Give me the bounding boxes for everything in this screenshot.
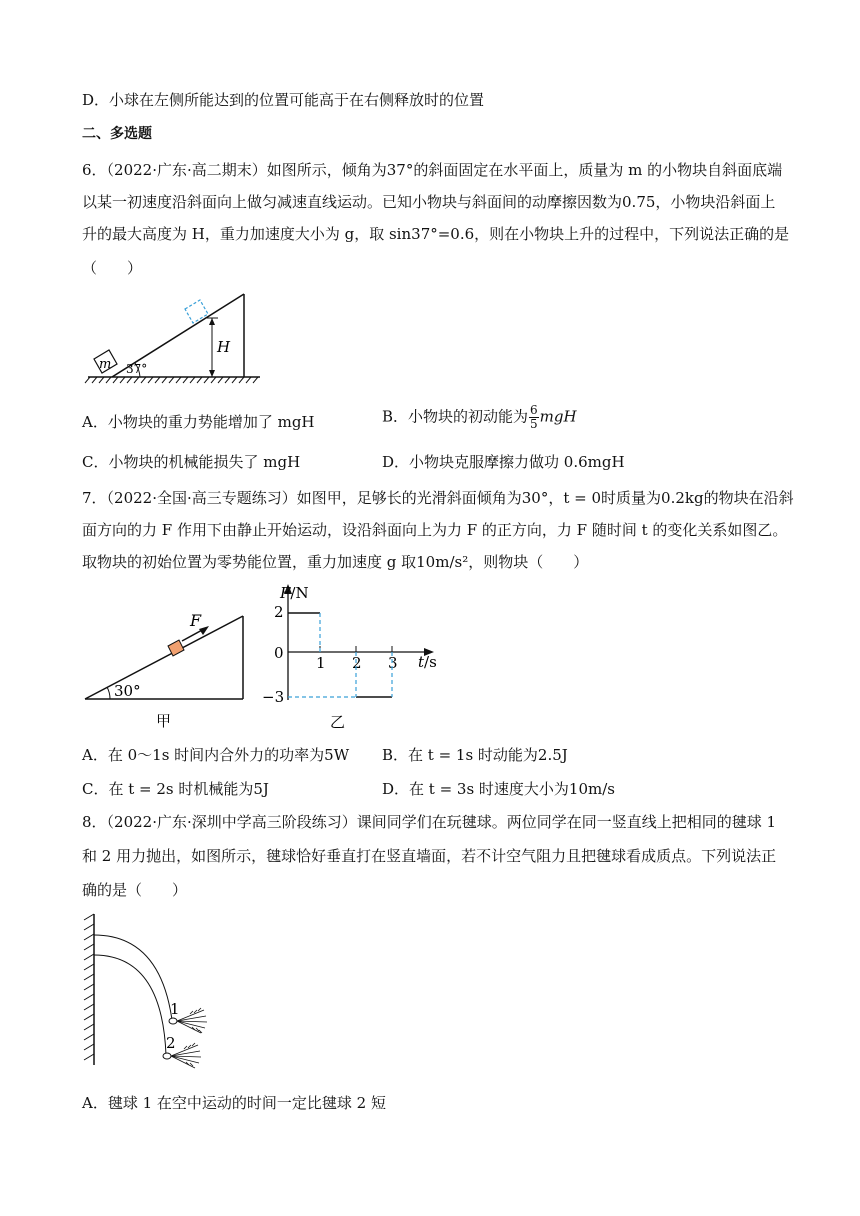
fraction: $\frac{6}{5}$ (530, 403, 538, 431)
q7-option-b: B．在 t = 1s 时动能为2.5J (382, 746, 568, 764)
q7-line-2: 面方向的力 F 作用下由静止开始运动，设沿斜面向上为力 F 的正方向，力 F 随时间 t 的变化关系如图乙。 (82, 521, 788, 539)
q8-option-a: A．毽球 1 在空中运动的时间一定比毽球 2 短 (82, 1094, 386, 1112)
q7-graph-ylabel: F/N (280, 584, 309, 602)
q7-jia-label: 甲 (156, 712, 172, 728)
q7-yi-label: 乙 (330, 713, 346, 731)
q6-line-3: 升的最大高度为 H，重力加速度大小为 g，取 sin37°=0.6，则在小物块上升的过程中，下列说法正确的是 (82, 225, 790, 243)
q7-option-c: C．在 t = 2s 时机械能为5J (82, 780, 269, 798)
q7-graph-yneg3: −3 (262, 688, 285, 706)
q7-angle-label: 30° (114, 682, 141, 700)
q6-option-a: A．小物块的重力势能增加了 mgH (82, 413, 315, 431)
q7-line-1: 7．（2022·全国·高三专题练习）如图甲，足够长的光滑斜面倾角为30°，t = 0时质量为0.2kg的物块在沿斜 (82, 489, 794, 507)
q7-graph-x1: 1 (316, 654, 326, 672)
q6-option-c: C．小物块的机械能损失了 mgH (82, 453, 301, 471)
q6-line-4: （ ） (82, 259, 143, 277)
q8-ball-2-label: 2 (166, 1034, 176, 1052)
q8-shuttlecock-figure (80, 910, 220, 1070)
section-title: 二、多选题 (82, 126, 152, 142)
q7-line-3: 取物块的初始位置为零势能位置，重力加速度 g 取10m/s²，则物块（ ） (82, 553, 589, 571)
q8-line-2: 和 2 用力抛出，如图所示，毽球恰好垂直打在竖直墙面，若不计空气阻力且把毽球看成质点。下列说法正 (82, 847, 777, 865)
q6-line-2: 以某一初速度沿斜面向上做匀减速直线运动。已知小物块与斜面间的动摩擦因数为0.75，小物块沿斜面上 (82, 193, 776, 211)
q7-incline-figure (80, 606, 250, 728)
q7-option-a: A．在 0～1s 时间内合外力的功率为5W (82, 746, 350, 764)
q7-graph-origin: 0 (274, 644, 284, 662)
q6-height-label: H (217, 338, 231, 356)
q8-line-1: 8．（2022·广东·深圳中学高三阶段练习）课间同学们在玩毽球。两位同学在同一竖直线上把相同的毽球 1 (82, 813, 777, 831)
q5-option-d: D．小球在左侧所能达到的位置可能高于在右侧释放时的位置 (82, 91, 485, 109)
q6-line-1: 6．（2022·广东·高二期末）如图所示，倾角为37°的斜面固定在水平面上，质量为 m 的小物块自斜面底端 (82, 161, 783, 179)
q7-force-time-graph (252, 576, 452, 732)
q7-option-d: D．在 t = 3s 时速度大小为10m/s (382, 780, 615, 798)
q6-option-b: B．小物块的初动能为 $\frac{6}{5}$ mgH (382, 403, 577, 431)
q6-angle-label: 37° (126, 362, 148, 376)
q6-mass-label: m (99, 357, 112, 372)
q7-force-label: F (190, 611, 202, 630)
q7-graph-x2: 2 (352, 654, 362, 672)
q8-line-3: 确的是（ ） (82, 881, 188, 899)
q6-option-d: D．小物块克服摩擦力做功 0.6mgH (382, 453, 625, 471)
q8-ball-1-label: 1 (170, 1000, 180, 1018)
q7-graph-xlabel: t/s (418, 653, 437, 671)
q7-graph-x3: 3 (388, 654, 398, 672)
q6-incline-figure (82, 288, 267, 388)
q7-graph-y2: 2 (274, 603, 284, 621)
